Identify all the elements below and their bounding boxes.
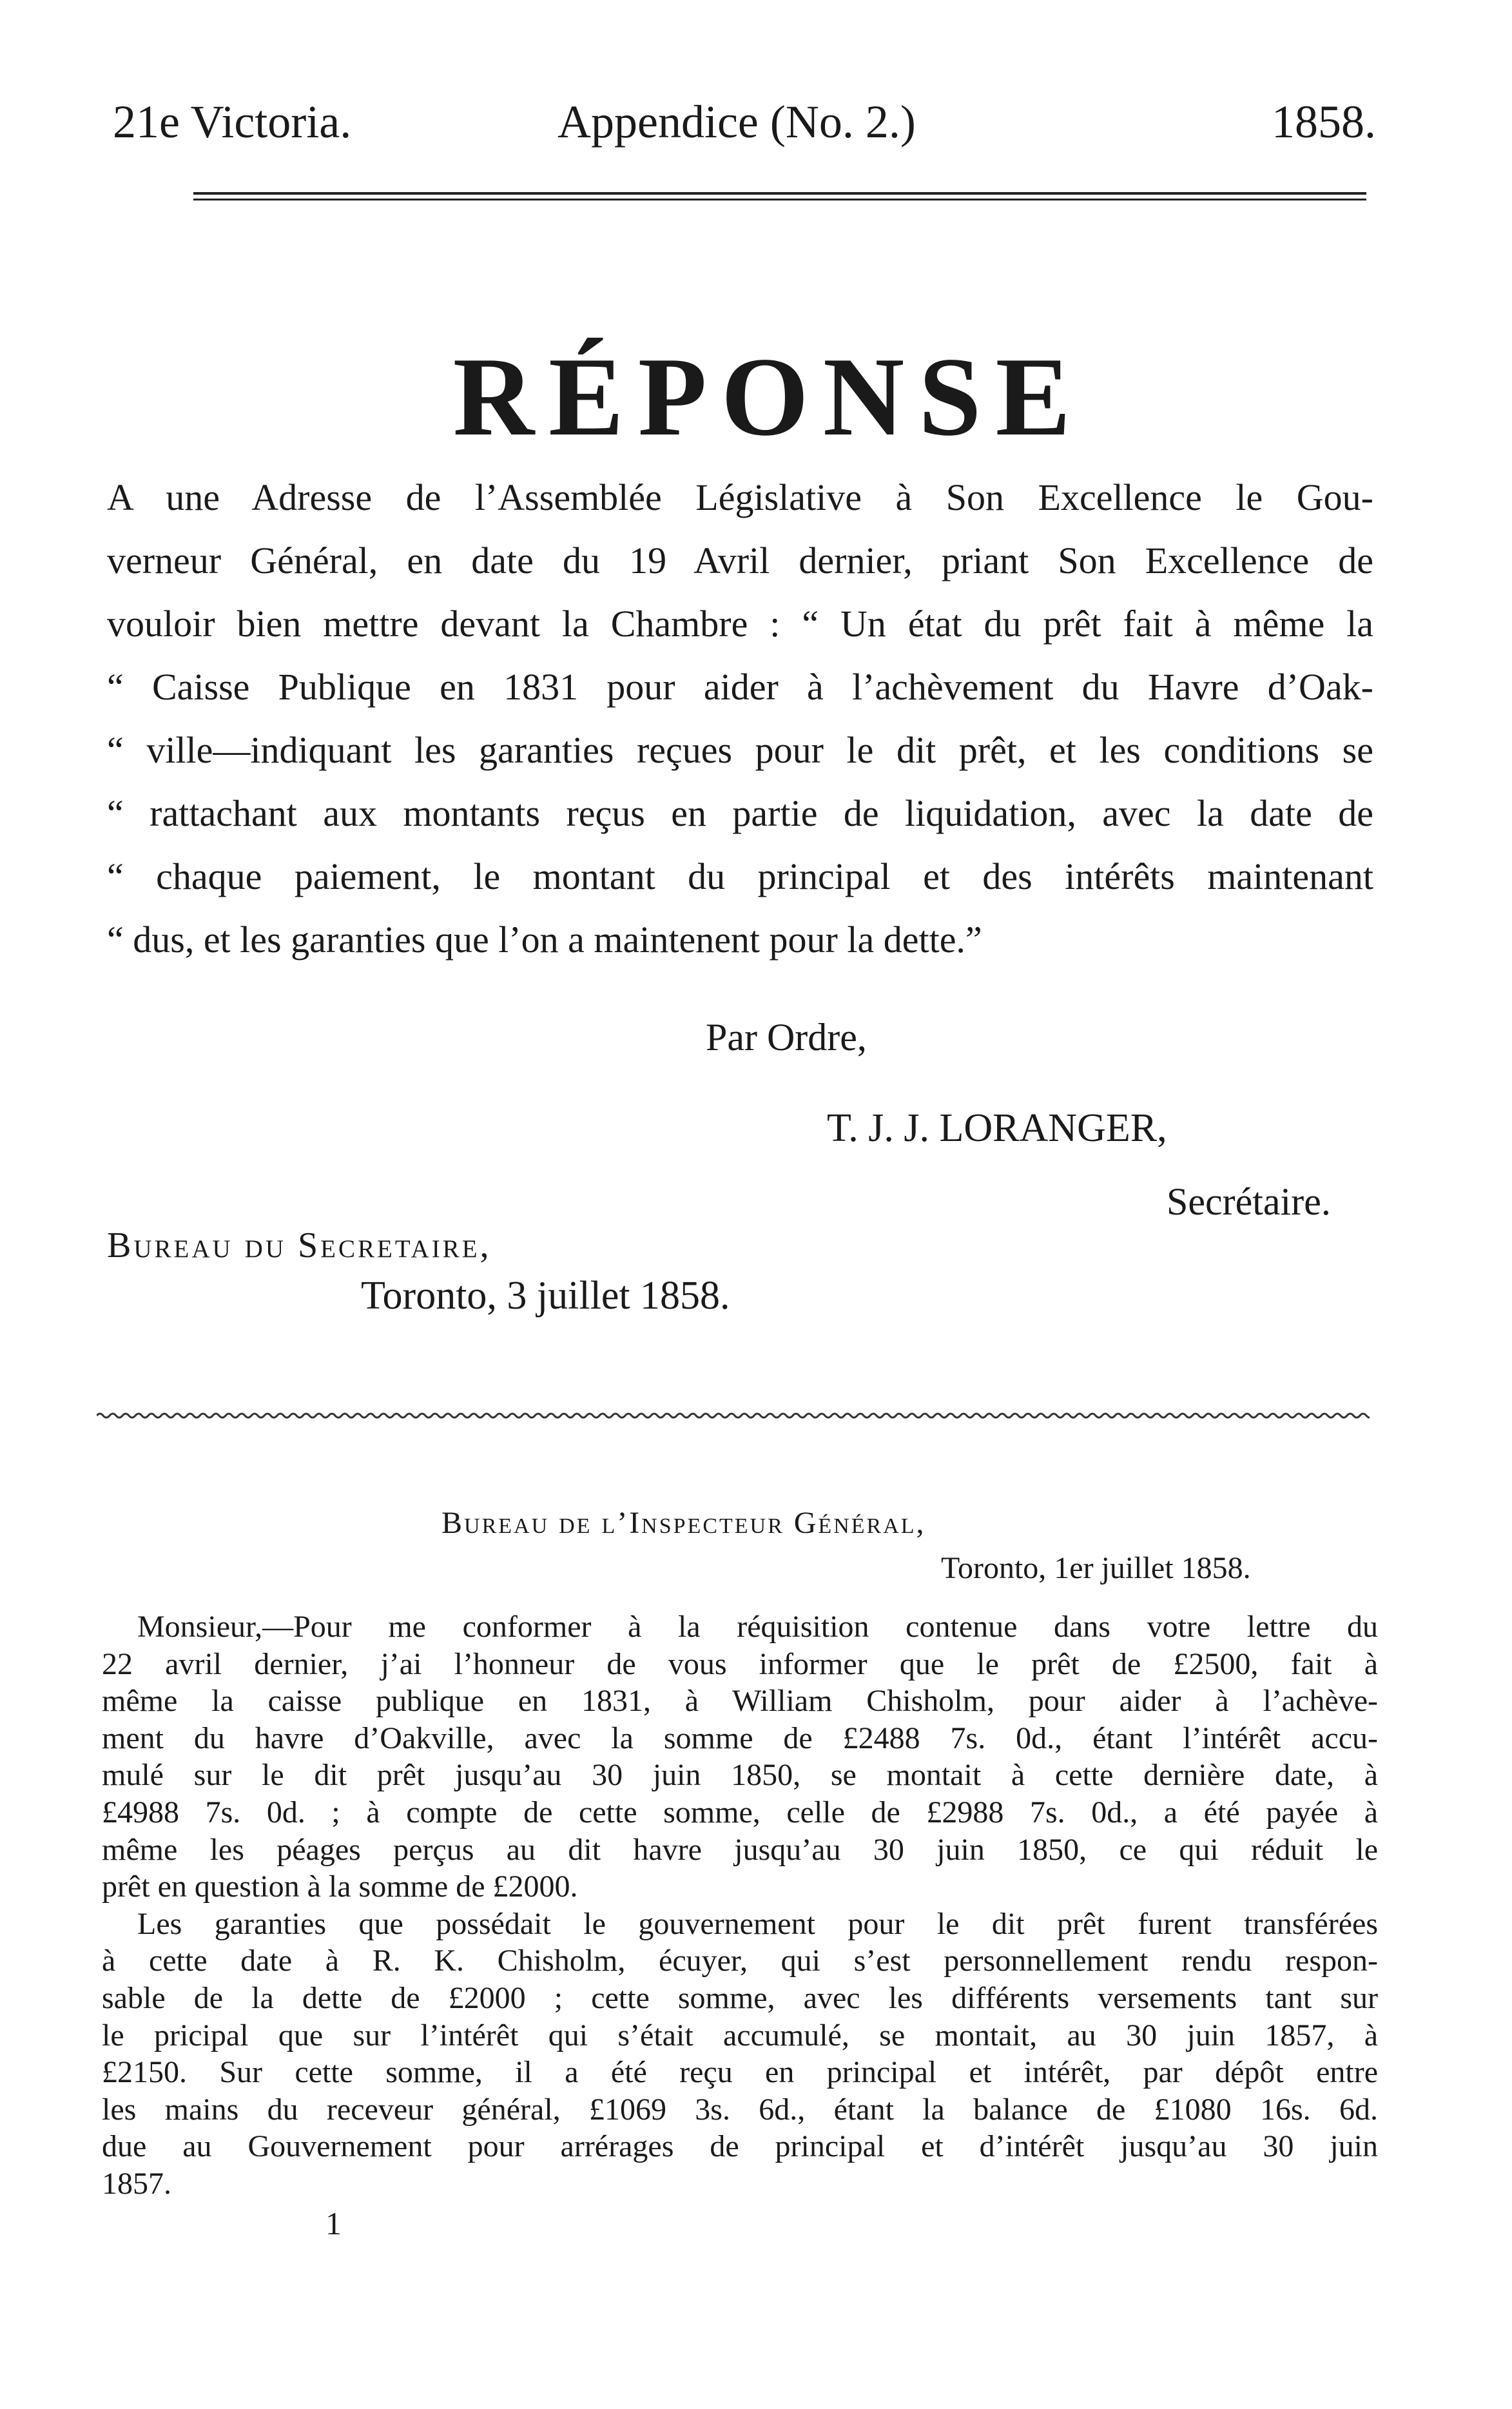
page-title: RÉPONSE	[452, 334, 1085, 459]
signatory-name: T. J. J. LORANGER,	[827, 1106, 1167, 1150]
letter-line: 1857.	[102, 2166, 171, 2201]
address-line: “ ville—indiquant les garanties reçues pour le dit prêt, et les conditions se	[107, 729, 1373, 771]
bureau-inspecteur-heading: Bureau de l’Inspecteur Général,	[441, 1506, 926, 1540]
letter-line: même la caisse publique en 1831, à William Chisholm, pour aider à l’achève-	[102, 1684, 1378, 1719]
signatory-title: Secrétaire.	[1167, 1180, 1331, 1223]
letter-line: £4988 7s. 0d. ; à compte de cette somme, celle de £2988 7s. 0d., a été payée à	[102, 1795, 1378, 1829]
letter-line: 22 avril dernier, j’ai l’honneur de vous informer que le prêt de £2500, fait à	[102, 1646, 1378, 1681]
address-line: verneur Général, en date du 19 Avril dernier, priant Son Excellence de	[107, 540, 1373, 581]
letter-line: les mains du receveur général, £1069 3s. 6d., étant la balance de £1080 16s. 6d.	[102, 2092, 1378, 2127]
double-rule-divider	[193, 192, 1366, 200]
address-line: “ rattachant aux montants reçus en partie de liquidation, avec la date de	[107, 792, 1373, 834]
address-line: A une Adresse de l’Assemblée Législative à Son Excellence le Gou-	[107, 476, 1373, 518]
letter-line: ment du havre d’Oakville, avec la somme de £2488 7s. 0d., étant l’intérêt accu-	[102, 1721, 1378, 1755]
letter-line: à cette date à R. K. Chisholm, écuyer, qui s’est personnellement rendu respon-	[102, 1944, 1378, 1978]
letter-body	[102, 1608, 1378, 2203]
letter-line: £2150. Sur cette somme, il a été reçu en principal et intérêt, par dépôt entre	[102, 2055, 1378, 2090]
running-head-session: 21e Victoria.	[113, 96, 352, 148]
letter-line: due au Gouvernement pour arrérages de principal et d’intérêt jusqu’au 30 juin	[102, 2129, 1378, 2164]
letter-line: Monsieur,—Pour me conformer à la réquisition contenue dans votre lettre du	[137, 1610, 1378, 1644]
address-line: “ Caisse Publique en 1831 pour aider à l’achèvement du Havre d’Oak-	[107, 666, 1373, 708]
running-head-appendix: Appendice (No. 2.)	[557, 96, 916, 148]
address-paragraph	[107, 466, 1373, 971]
dateline-secretaire: Toronto, 3 juillet 1858.	[361, 1274, 730, 1318]
letter-line: mulé sur le dit prêt jusqu’au 30 juin 1850, se montait à cette dernière date, à	[102, 1758, 1378, 1793]
letter-line: le pricipal que sur l’intérêt qui s’était accumulé, se montait, au 30 juin 1857, à	[102, 2018, 1378, 2053]
letter-line: sable de la dette de £2000 ; cette somme, avec les différents versements tant sur	[102, 1980, 1378, 2015]
letter-line: même les péages perçus au dit havre jusqu’au 30 juin 1850, ce qui réduit le	[102, 1832, 1378, 1867]
dateline-inspecteur: Toronto, 1er juillet 1858.	[941, 1551, 1251, 1585]
page-number: 1	[325, 2205, 342, 2241]
running-head	[113, 95, 1376, 147]
letter-line: prêt en question à la somme de £2000.	[102, 1869, 578, 1904]
letter-line: Les garanties que possédait le gouvernement pour le dit prêt furent transférées	[137, 1906, 1378, 1941]
bureau-secretaire: Bureau du Secretaire,	[107, 1225, 492, 1265]
address-line: “ dus, et les garanties que l’on a maintenent pour la dette.”	[107, 919, 982, 961]
wavy-rule-divider	[97, 1410, 1370, 1421]
running-head-year: 1858.	[1272, 96, 1376, 148]
address-line: “ chaque paiement, le montant du principal et des intérêts maintenant	[107, 855, 1373, 897]
par-ordre: Par Ordre,	[706, 1016, 867, 1058]
address-line: vouloir bien mettre devant la Chambre : “ Un état du prêt fait à même la	[107, 603, 1373, 645]
